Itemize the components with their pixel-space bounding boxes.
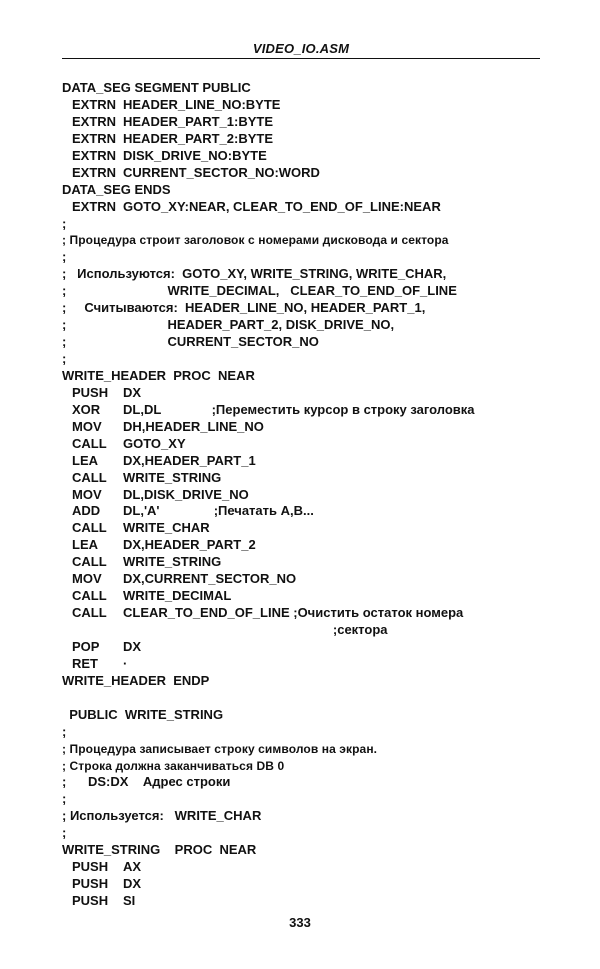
code-line-text: ;сектора [62,622,388,637]
code-line-text: ; [62,249,67,265]
code-operand: AX [123,859,142,875]
code-line [62,520,552,537]
code-opcode: POP [72,638,100,654]
code-line [62,232,552,249]
code-line [62,605,552,622]
code-operand: DISK_DRIVE_NO:BYTE [123,147,267,163]
code-opcode: CALL [72,588,107,604]
code-line [62,571,552,588]
page-number: 333 [289,915,311,930]
code-operand: DX,HEADER_PART_1 [123,452,256,468]
code-line [62,656,552,673]
code-operand: · [123,655,128,671]
code-line-text: ; Считываются: HEADER_LINE_NO, HEADER_PART_1, [62,300,426,316]
code-listing [62,80,552,910]
code-line [62,673,552,690]
code-operand: WRITE_STRING [123,469,222,485]
code-line-text: DATA_SEG SEGMENT PUBLIC [62,80,251,95]
code-line [62,893,552,910]
code-line [62,300,552,317]
code-line-text: WRITE_STRING PROC NEAR [62,842,257,858]
code-opcode: RET [72,655,98,671]
code-line [62,131,552,148]
code-line [62,690,552,707]
code-opcode: EXTRN [72,164,117,180]
code-line [62,741,552,758]
code-line [62,283,552,300]
code-operand: DX [123,384,142,400]
code-line [62,774,552,791]
header-rule [62,58,540,59]
code-line [62,419,552,436]
code-line [62,317,552,334]
code-opcode: CALL [72,469,107,485]
code-operand: SI [123,893,136,908]
code-opcode: LEA [72,537,98,553]
code-line [62,249,552,266]
code-line-text: ; Процедура записывает строку символов на экран. [62,741,378,756]
code-line [62,453,552,470]
code-operand: DL,DISK_DRIVE_NO [123,486,249,502]
code-line [62,707,552,724]
code-line [62,368,552,385]
code-opcode: XOR [72,401,101,417]
code-line [62,791,552,808]
code-line [62,182,552,199]
code-operand: HEADER_PART_2:BYTE [123,130,274,146]
code-line [62,385,552,402]
code-line [62,165,552,182]
code-line [62,876,552,893]
code-line [62,266,552,283]
code-line [62,436,552,453]
code-opcode: EXTRN [72,130,117,146]
code-line [62,758,552,775]
code-opcode: CALL [72,554,107,570]
code-line-text: ; [62,791,67,807]
code-opcode: LEA [72,452,98,468]
code-operand: DX [123,876,142,892]
code-line [62,97,552,114]
code-line-text: PUBLIC WRITE_STRING [62,706,224,722]
code-operand: CURRENT_SECTOR_NO:WORD [123,164,320,180]
code-line [62,622,552,639]
code-line [62,537,552,554]
code-line-text: ; Строка должна заканчиваться DB 0 [62,758,285,773]
code-operand: DH,HEADER_LINE_NO [123,418,264,434]
code-line-text: ; [62,825,67,841]
running-head: VIDEO_IO.ASM [252,41,350,56]
code-operand: HEADER_PART_1:BYTE [123,113,274,129]
code-operand: DX,CURRENT_SECTOR_NO [123,571,297,587]
code-line [62,487,552,504]
code-line [62,199,552,216]
code-operand: WRITE_DECIMAL [123,588,232,604]
code-operand: DL,DL ;Переместить курсор в строку заголовка [123,401,475,417]
code-line-text: ; [62,723,67,739]
code-operand: WRITE_CHAR [123,520,210,536]
code-line [62,859,552,876]
code-opcode: PUSH [72,384,109,400]
code-opcode: EXTRN [72,113,117,129]
code-line [62,503,552,520]
code-line-text: ; [62,351,67,366]
code-line [62,588,552,605]
code-operand: WRITE_STRING [123,554,222,570]
code-line-text: WRITE_HEADER ENDP [62,672,210,688]
code-line [62,334,552,351]
code-opcode: ADD [72,503,101,519]
code-opcode: MOV [72,571,102,587]
code-line [62,216,552,233]
code-line [62,842,552,859]
code-opcode: CALL [72,520,107,536]
code-opcode: CALL [72,435,107,451]
code-line-text: ; HEADER_PART_2, DISK_DRIVE_NO, [62,317,395,333]
code-line-text: ; DS:DX Адрес строки [62,774,231,790]
code-operand: DX [123,638,142,654]
code-line-text: ; WRITE_DECIMAL, CLEAR_TO_END_OF_LINE [62,283,457,299]
code-line-text: WRITE_HEADER PROC NEAR [62,367,255,383]
code-line-text: ; Используется: WRITE_CHAR [62,808,262,824]
code-line [62,825,552,842]
code-opcode: EXTRN [72,147,117,163]
code-line [62,80,552,97]
code-opcode: EXTRN [72,198,117,214]
code-line [62,148,552,165]
code-opcode: PUSH [72,893,109,908]
code-line [62,808,552,825]
code-operand: HEADER_LINE_NO:BYTE [123,96,281,112]
code-opcode: CALL [72,605,107,621]
code-opcode: MOV [72,418,102,434]
code-operand: CLEAR_TO_END_OF_LINE ;Очистить остаток номера [123,605,464,621]
code-line [62,402,552,419]
code-line [62,639,552,656]
code-line [62,470,552,487]
code-operand: DX,HEADER_PART_2 [123,537,256,553]
code-line-text: ; Процедура строит заголовок с номерами дисковода и сектора [62,233,449,248]
code-line-text: ; CURRENT_SECTOR_NO [62,334,319,350]
code-opcode: PUSH [72,859,109,875]
code-line [62,114,552,131]
code-operand: GOTO_XY [123,435,186,451]
code-opcode: PUSH [72,876,109,892]
code-line [62,351,552,368]
code-line-text: ; Используются: GOTO_XY, WRITE_STRING, WRITE_CHAR, [62,266,447,282]
code-operand: GOTO_XY:NEAR, CLEAR_TO_END_OF_LINE:NEAR [123,198,441,214]
code-line-text: ; [62,215,67,231]
code-opcode: MOV [72,486,102,502]
code-line [62,554,552,571]
code-line-text: DATA_SEG ENDS [62,181,171,197]
code-operand: DL,'A' ;Печатать A,B... [123,503,314,519]
code-opcode: EXTRN [72,96,117,112]
code-line [62,724,552,741]
